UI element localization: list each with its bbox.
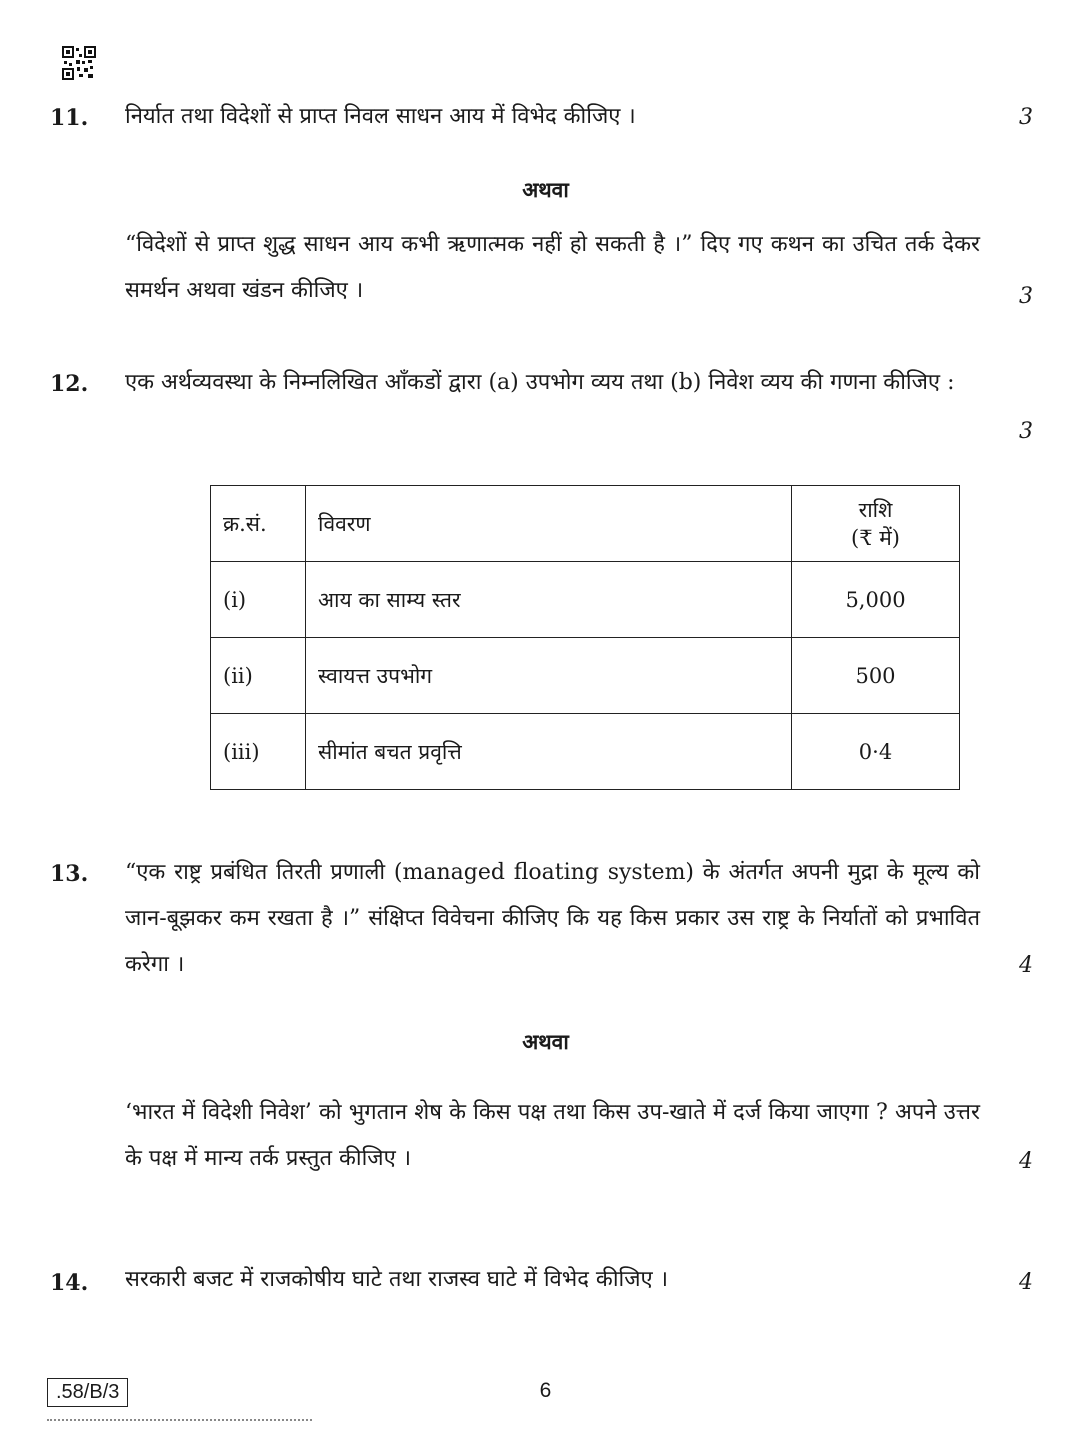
table-row (211, 638, 960, 714)
header-amount-label: राशि (858, 497, 893, 522)
row-amount: 0·4 (792, 714, 960, 790)
question-text: एक अर्थव्यवस्था के निम्नलिखित आँकडों द्वारा (a) उपभोग व्यय तथा (b) निवेश व्यय की गणना कीजिए : (125, 370, 955, 395)
row-amount: 5,000 (792, 562, 960, 638)
or-label: अथवा (522, 177, 569, 202)
row-serial: (ii) (211, 638, 306, 714)
table-header-row (211, 486, 960, 562)
data-table (210, 485, 960, 790)
row-serial: (i) (211, 562, 306, 638)
question-marks: 4 (1019, 1270, 1033, 1295)
question-marks: 3 (1019, 419, 1033, 444)
row-item: सीमांत बचत प्रवृत्ति (306, 714, 792, 790)
question-number: 11. (50, 105, 89, 131)
table-row (211, 562, 960, 638)
footer-dotted-line (47, 1419, 312, 1421)
question-number: 12. (50, 371, 89, 397)
row-item: आय का साम्य स्तर (306, 562, 792, 638)
row-amount: 500 (792, 638, 960, 714)
page-number: 6 (539, 1379, 552, 1402)
or-label: अथवा (522, 1029, 569, 1054)
question-text: “एक राष्ट्र प्रबंधित तिरती प्रणाली (managed floating system) के अंतर्गत अपनी मुद्रा के मूल्य को जान-बूझकर कम रखता है ।” संक्षिप्त विवेचना कीजिए कि यह किस प्रकार उस राष्ट्र के निर्यातों को प्रभावित करेगा । (125, 860, 980, 977)
qr-code-icon (62, 46, 96, 80)
question-marks: 4 (1019, 953, 1033, 978)
alternative-question-text: “विदेशों से प्राप्त शुद्ध साधन आय कभी ऋणात्मक नहीं हो सकती है ।” दिए गए कथन का उचित तर्क देकर समर्थन अथवा खंडन कीजिए । (125, 232, 980, 303)
question-number: 14. (50, 1270, 89, 1296)
question-marks: 3 (1019, 105, 1033, 130)
question-text: सरकारी बजट में राजकोषीय घाटे तथा राजस्व घाटे में विभेद कीजिए । (125, 1267, 669, 1292)
paper-code: .58/B/3 (47, 1378, 128, 1407)
header-serial: क्र.सं. (211, 486, 306, 562)
header-amount (792, 486, 960, 562)
row-serial: (iii) (211, 714, 306, 790)
row-item: स्वायत्त उपभोग (306, 638, 792, 714)
alternative-marks: 3 (1019, 284, 1033, 309)
alternative-marks: 4 (1019, 1149, 1033, 1174)
header-description: विवरण (306, 486, 792, 562)
question-number: 13. (50, 861, 89, 887)
question-text: निर्यात तथा विदेशों से प्राप्त निवल साधन आय में विभेद कीजिए । (125, 104, 636, 129)
table-row (211, 714, 960, 790)
alternative-question-text: ‘भारत में विदेशी निवेश’ को भुगतान शेष के किस पक्ष तथा किस उप-खाते में दर्ज किया जाएगा ? अपने उत्तर के पक्ष में मान्य तर्क प्रस्तुत कीजिए । (125, 1100, 980, 1171)
header-amount-unit: (₹ में) (851, 525, 900, 550)
